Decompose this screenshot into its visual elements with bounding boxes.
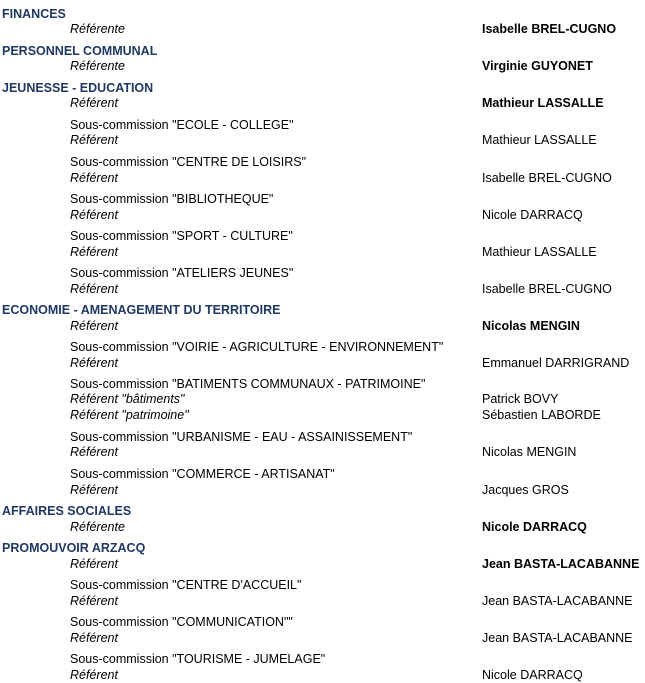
person-name: Mathieur LASSALLE: [482, 133, 597, 147]
person-name: Isabelle BREL-CUGNO: [482, 171, 612, 185]
referent-label: Référent: [70, 245, 118, 259]
referent-label: Référent: [70, 319, 118, 333]
section-heading: FINANCES: [2, 7, 66, 21]
section-heading: PERSONNEL COMMUNAL: [2, 44, 158, 58]
person-name: Nicole DARRACQ: [482, 668, 583, 682]
person-name: Isabelle BREL-CUGNO: [482, 22, 617, 36]
subcommission-title: Sous-commission "CENTRE D'ACCUEIL": [70, 578, 302, 592]
subcommission-title: Sous-commission "ATELIERS JEUNES": [70, 266, 294, 280]
subcommission-title: Sous-commission "SPORT - CULTURE": [70, 229, 293, 243]
referent-label: Référent: [70, 96, 118, 110]
referent-label: Référent: [70, 483, 118, 497]
person-name: Nicole DARRACQ: [482, 208, 583, 222]
person-name: Jean BASTA-LACABANNE: [482, 631, 633, 645]
person-name: Emmanuel DARRIGRAND: [482, 356, 630, 370]
subcommission-title: Sous-commission "COMMERCE - ARTISANAT": [70, 467, 335, 481]
referent-label: Référent "patrimoine": [70, 408, 189, 422]
subcommission-title: Sous-commission "BIBLIOTHEQUE": [70, 192, 274, 206]
person-name: Isabelle BREL-CUGNO: [482, 282, 612, 296]
person-name: Virginie GUYONET: [482, 59, 593, 73]
subcommission-title: Sous-commission "CENTRE DE LOISIRS": [70, 155, 307, 169]
section-heading: PROMOUVOIR ARZACQ: [2, 541, 146, 555]
referent-label: Référent "bâtiments": [70, 392, 185, 406]
person-name: Mathieur LASSALLE: [482, 96, 604, 110]
subcommission-title: Sous-commission "VOIRIE - AGRICULTURE - ENVIRONNEMENT": [70, 340, 444, 354]
person-name: Sébastien LABORDE: [482, 408, 601, 422]
referent-label: Référent: [70, 594, 118, 608]
person-name: Mathieur LASSALLE: [482, 245, 597, 259]
referent-label: Référente: [70, 59, 125, 73]
referent-label: Référent: [70, 133, 118, 147]
referent-label: Référente: [70, 520, 125, 534]
subcommission-title: Sous-commission "COMMUNICATION"": [70, 615, 293, 629]
referent-label: Référent: [70, 208, 118, 222]
subcommission-title: Sous-commission "ECOLE - COLLEGE": [70, 118, 294, 132]
referent-label: Référent: [70, 171, 118, 185]
section-heading: JEUNESSE - EDUCATION: [2, 81, 154, 95]
referent-label: Référent: [70, 631, 118, 645]
person-name: Jean BASTA-LACABANNE: [482, 557, 640, 571]
person-name: Jacques GROS: [482, 483, 569, 497]
person-name: Patrick BOVY: [482, 392, 559, 406]
section-heading: AFFAIRES SOCIALES: [2, 504, 132, 518]
section-heading: ECONOMIE - AMENAGEMENT DU TERRITOIRE: [2, 303, 281, 317]
person-name: Nicole DARRACQ: [482, 520, 587, 534]
referent-label: Référent: [70, 668, 118, 682]
subcommission-title: Sous-commission "BATIMENTS COMMUNAUX - PATRIMOINE": [70, 377, 426, 391]
person-name: Jean BASTA-LACABANNE: [482, 594, 633, 608]
referent-label: Référent: [70, 557, 118, 571]
referent-label: Référente: [70, 22, 125, 36]
person-name: Nicolas MENGIN: [482, 319, 580, 333]
referent-label: Référent: [70, 356, 118, 370]
person-name: Nicolas MENGIN: [482, 445, 577, 459]
subcommission-title: Sous-commission "URBANISME - EAU - ASSAINISSEMENT": [70, 430, 413, 444]
referent-label: Référent: [70, 445, 118, 459]
referent-label: Référent: [70, 282, 118, 296]
subcommission-title: Sous-commission "TOURISME - JUMELAGE": [70, 652, 326, 666]
